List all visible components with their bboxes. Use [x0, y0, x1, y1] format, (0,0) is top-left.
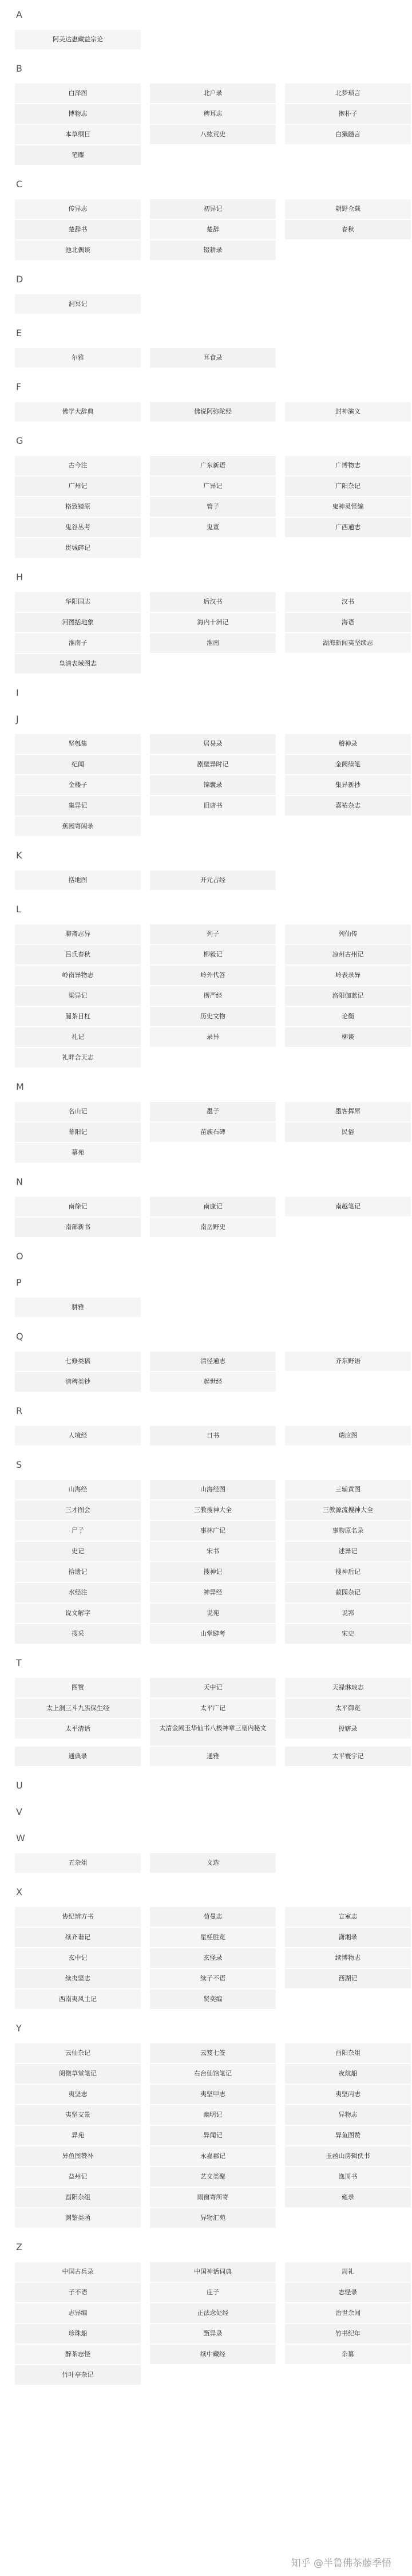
book-title-cell: 后汉书 [150, 592, 276, 612]
book-title-cell: 湖海新闻夷坚续志 [285, 633, 411, 653]
book-title-cell: 白獭髓言 [285, 125, 411, 144]
book-title-cell: 广异记 [150, 476, 276, 496]
book-title-cell: 夷坚丙志 [285, 2085, 411, 2104]
section-letter: O [16, 1251, 23, 1262]
letter-section [8, 1805, 404, 1819]
book-title-cell: 异鱼图赞补 [15, 2146, 141, 2166]
book-title-cell: 益州记 [15, 2167, 141, 2187]
book-grid [15, 871, 404, 890]
book-title-cell: 续子不语 [150, 1969, 276, 1988]
book-grid [15, 592, 404, 673]
book-title-cell: 列仙传 [285, 924, 411, 944]
book-title-cell: 集异记 [15, 796, 141, 816]
book-title-cell: 广东新语 [150, 456, 276, 475]
book-title-cell: 三教源流搜神大全 [285, 1500, 411, 1520]
book-title-cell: 纪闻 [15, 755, 141, 774]
book-title-cell: 池北偶谈 [15, 241, 141, 260]
letter-section [8, 1276, 404, 1317]
book-title-cell: 南部新书 [15, 1218, 141, 1237]
book-title-cell: 格致镜原 [15, 497, 141, 517]
book-title-cell: 传异志 [15, 199, 141, 219]
book-title-cell: 夜航船 [285, 2064, 411, 2083]
book-title-cell: 海语 [285, 613, 411, 632]
book-title-cell: 鬼神灵怪编 [285, 497, 411, 517]
book-grid [15, 2043, 404, 2228]
book-title-cell: 凉州古州记 [285, 945, 411, 964]
letter-section [8, 1175, 404, 1237]
book-title-cell: 清稗类钞 [15, 1372, 141, 1392]
book-title-cell: 文选 [150, 1853, 276, 1873]
book-title-cell: 三才图会 [15, 1500, 141, 1520]
book-title-cell: 华阳国志 [15, 592, 141, 612]
letter-section [8, 570, 404, 673]
book-title-cell: 子不语 [15, 2283, 141, 2302]
book-title-cell: 志异编 [15, 2303, 141, 2323]
book-title-cell: 笔麈 [15, 145, 141, 165]
book-title-cell: 续齐谐记 [15, 1928, 141, 1947]
book-title-cell: 居易录 [150, 734, 276, 754]
book-grid [15, 734, 404, 836]
book-title-cell: 竹叶亭杂记 [15, 2365, 141, 2385]
book-grid [15, 1352, 404, 1392]
section-letter: F [16, 381, 22, 392]
book-title-cell: 宋史 [285, 1624, 411, 1644]
book-title-cell: 广博物志 [285, 456, 411, 475]
book-title-cell: 竹书纪年 [285, 2324, 411, 2343]
book-title-cell: 雨窗寄所寄 [150, 2188, 276, 2207]
book-title-cell: 苗族石碑 [150, 1122, 276, 1142]
book-title-cell: 阿美达惠藏益宗论 [15, 30, 141, 49]
section-letter: X [16, 1886, 22, 1897]
letter-section [8, 326, 404, 368]
book-title-cell: 鬼董 [150, 518, 276, 537]
book-title-cell: 岭外代答 [150, 966, 276, 985]
book-title-cell: 玄怪录 [150, 1948, 276, 1968]
book-title-cell: 西湖记 [285, 1969, 411, 1988]
book-title-cell: 夷坚甲志 [150, 2085, 276, 2104]
book-title-cell: 太平寰宇记 [285, 1747, 411, 1766]
book-title-cell: 广西通志 [285, 518, 411, 537]
book-title-cell: 渊鉴类函 [15, 2208, 141, 2228]
watermark: 知乎 @半鲁佛茶藤季悟 [291, 2558, 391, 2569]
book-title-cell: 淮南子 [15, 633, 141, 653]
book-title-cell: 南越笔记 [285, 1197, 411, 1216]
book-title-cell: 南岳野史 [150, 1218, 276, 1237]
section-letter: W [16, 1833, 25, 1844]
book-title-cell: 博物志 [15, 104, 141, 124]
book-title-cell: 剧壁异时记 [150, 755, 276, 774]
letter-section [8, 1404, 404, 1445]
book-title-cell: 夷坚志 [15, 2085, 141, 2104]
book-title-cell: 名山记 [15, 1102, 141, 1121]
section-letter: E [16, 328, 22, 338]
book-title-cell: 河图括地象 [15, 613, 141, 632]
book-title-cell: 海内十洲记 [150, 613, 276, 632]
book-title-cell: 起世经 [150, 1372, 276, 1392]
letter-section [8, 1330, 404, 1392]
book-grid [15, 1853, 404, 1873]
book-title-cell: 金阙续笔 [285, 755, 411, 774]
letter-section [8, 1458, 404, 1644]
book-title-cell: 岭表录异 [285, 966, 411, 985]
section-letter: C [16, 179, 23, 190]
section-letter: R [16, 1405, 23, 1416]
book-title-cell: 嘉祐杂志 [285, 796, 411, 816]
section-letter: J [16, 714, 19, 724]
letter-section [8, 686, 404, 700]
book-title-cell: 吕氏春秋 [15, 945, 141, 964]
book-title-cell: 括地图 [15, 871, 141, 890]
section-letter: B [16, 63, 22, 74]
book-title-cell: 异闻记 [150, 2126, 276, 2145]
book-title-cell: 礼畔合天志 [15, 1048, 141, 1068]
book-title-cell: 水经注 [15, 1583, 141, 1602]
book-title-cell: 贯城碎记 [15, 538, 141, 558]
section-letter: P [16, 1277, 22, 1288]
letter-section [8, 2022, 404, 2228]
book-grid [15, 402, 404, 422]
book-title-cell: 皇清表域图志 [15, 654, 141, 673]
letter-section [8, 62, 404, 165]
book-title-cell: 人境经 [15, 1426, 141, 1445]
book-title-cell: 三辅黄图 [285, 1480, 411, 1499]
letter-section [8, 8, 404, 49]
book-title-cell: 八纮荒史 [150, 125, 276, 144]
letter-section [8, 380, 404, 422]
book-title-cell: 贤奕编 [150, 1990, 276, 2009]
book-title-cell: 搜神后记 [285, 1562, 411, 1582]
book-title-cell: 珍珠船 [15, 2324, 141, 2343]
book-title-cell: 异苑 [15, 2126, 141, 2145]
book-title-cell: 抱朴子 [285, 104, 411, 124]
book-title-cell: 楚辞书 [15, 220, 141, 239]
book-title-cell: 旧唐书 [150, 796, 276, 816]
book-title-cell: 封神演义 [285, 402, 411, 422]
section-letter: M [16, 1081, 24, 1092]
book-title-cell: 閬茶目杠 [15, 1007, 141, 1026]
section-letter: L [16, 904, 21, 915]
book-title-cell: 汉书 [285, 592, 411, 612]
section-letter: Z [16, 2242, 22, 2252]
book-title-cell: 幕苑 [15, 1143, 141, 1163]
book-title-cell: 事物原名录 [285, 1521, 411, 1541]
letter-section [8, 1080, 404, 1163]
section-letter: K [16, 850, 22, 861]
book-grid [15, 2262, 404, 2385]
book-title-cell: 清径通志 [150, 1352, 276, 1371]
book-title-cell: 耳食录 [150, 348, 276, 368]
book-grid [15, 30, 404, 49]
book-title-cell: 异物汇苑 [150, 2208, 276, 2228]
book-title-cell: 荀曼志 [150, 1907, 276, 1927]
book-title-cell: 佛说阿弥陀经 [150, 402, 276, 422]
book-title-cell: 幽明记 [150, 2105, 276, 2125]
book-title-cell: 瑞应图 [285, 1426, 411, 1445]
book-grid [15, 348, 404, 368]
book-title-cell: 辍耕录 [150, 241, 276, 260]
book-title-cell: 洞冥记 [15, 294, 141, 314]
letter-section [8, 1831, 404, 1873]
book-title-cell: 史记 [15, 1542, 141, 1561]
section-letter: V [16, 1806, 22, 1817]
book-title-cell: 右台仙馆笔记 [150, 2064, 276, 2083]
book-title-cell: 通雅 [150, 1747, 276, 1766]
book-grid [15, 1197, 404, 1237]
book-title-cell: 聊斋志异 [15, 924, 141, 944]
book-title-cell: 夷坚支景 [15, 2105, 141, 2125]
book-title-cell: 中国神话词典 [150, 2262, 276, 2282]
book-title-cell: 神异经 [150, 1583, 276, 1602]
book-title-cell: 古今注 [15, 456, 141, 475]
book-title-cell: 稽神录 [285, 734, 411, 754]
book-grid [15, 199, 404, 260]
letter-section [8, 1885, 404, 2009]
book-title-cell: 异物志 [285, 2105, 411, 2125]
book-title-cell: 墨客挥犀 [285, 1102, 411, 1121]
book-grid [15, 1480, 404, 1644]
book-title-cell: 搜采 [15, 1624, 141, 1644]
book-grid [15, 1426, 404, 1445]
book-title-cell: 列子 [150, 924, 276, 944]
book-title-cell: 三教搜神大全 [150, 1500, 276, 1520]
book-title-cell: 论衡 [285, 1007, 411, 1026]
book-title-cell: 历史文物 [150, 1007, 276, 1026]
book-title-cell: 柳谈 [285, 1027, 411, 1047]
book-title-cell: 续中藏经 [150, 2345, 276, 2364]
book-title-cell: 山海经图 [150, 1480, 276, 1499]
book-title-cell: 逸周书 [285, 2167, 411, 2187]
letter-section [8, 849, 404, 890]
letter-section [8, 903, 404, 1068]
book-title-cell: 骈雅 [15, 1298, 141, 1317]
book-grid [15, 1298, 404, 1317]
book-title-cell: 七修类稿 [15, 1352, 141, 1371]
section-letter: I [16, 687, 19, 698]
letter-section [8, 1656, 404, 1766]
book-title-cell: 菽园杂记 [285, 1583, 411, 1602]
book-title-cell: 金楼子 [15, 775, 141, 795]
book-title-cell: 山海经 [15, 1480, 141, 1499]
section-letter: U [16, 1780, 23, 1791]
book-title-cell: 开元占经 [150, 871, 276, 890]
book-title-cell: 潇湘录 [285, 1928, 411, 1947]
book-title-cell: 幕阳记 [15, 1122, 141, 1142]
section-letter: D [16, 274, 23, 285]
book-title-cell: 岭南异物志 [15, 966, 141, 985]
letter-section [8, 273, 404, 314]
book-title-cell: 墨子 [150, 1102, 276, 1121]
book-title-cell: 坚瓠集 [15, 734, 141, 754]
book-title-cell: 太平广记 [150, 1699, 276, 1718]
book-title-cell: 治世余闻 [285, 2303, 411, 2323]
section-letter: S [16, 1459, 22, 1470]
book-title-cell: 宣室志 [285, 1907, 411, 1927]
book-title-cell: 续博物志 [285, 1948, 411, 1968]
letter-section [8, 178, 404, 260]
section-letter: Q [16, 1331, 23, 1342]
book-title-cell: 星槎胜览 [150, 1928, 276, 1947]
book-grid [15, 1678, 404, 1766]
section-letter: G [16, 435, 23, 446]
book-title-cell: 民俗 [285, 1122, 411, 1142]
book-title-cell: 白泽图 [15, 84, 141, 103]
book-title-cell: 本草纲目 [15, 125, 141, 144]
letter-section [8, 712, 404, 836]
book-grid [15, 84, 404, 165]
book-title-cell: 朝野佥载 [285, 199, 411, 219]
book-title-cell: 庄子 [150, 2283, 276, 2302]
book-title-cell: 南康记 [150, 1197, 276, 1216]
book-title-cell: 尔雅 [15, 348, 141, 368]
book-title-cell: 艺文类聚 [150, 2167, 276, 2187]
book-title-cell: 楚辞 [150, 220, 276, 239]
book-title-cell: 述异记 [285, 1542, 411, 1561]
book-title-cell: 杂纂 [285, 2345, 411, 2364]
book-title-cell: 洛阳伽蓝记 [285, 986, 411, 1006]
book-title-cell: 宋书 [150, 1542, 276, 1561]
book-title-cell: 锦囊录 [150, 775, 276, 795]
book-title-cell: 佛学大辞典 [15, 402, 141, 422]
section-letter: T [16, 1657, 22, 1668]
book-title-cell: 搜神记 [150, 1562, 276, 1582]
book-grid [15, 1907, 404, 2009]
book-grid [15, 456, 404, 558]
book-grid [15, 1102, 404, 1163]
book-title-cell: 集异新抄 [285, 775, 411, 795]
book-title-cell: 柳毅记 [150, 945, 276, 964]
letter-section [8, 2240, 404, 2385]
book-title-cell: 楞严经 [150, 986, 276, 1006]
book-title-cell: 礼记 [15, 1027, 141, 1047]
book-title-cell: 山堂肆考 [150, 1624, 276, 1644]
book-title-cell: 录异 [150, 1027, 276, 1047]
book-title-cell: 周礼 [285, 2262, 411, 2282]
book-title-cell: 淮南 [150, 633, 276, 653]
book-title-cell: 阅微草堂笔记 [15, 2064, 141, 2083]
book-title-cell: 拾遗记 [15, 1562, 141, 1582]
book-title-cell: 酉阳杂俎 [285, 2043, 411, 2063]
book-grid [15, 924, 404, 1068]
book-title-cell: 北梦琐言 [285, 84, 411, 103]
section-letter: A [16, 9, 22, 20]
book-title-cell: 鬼谷丛考 [15, 518, 141, 537]
book-title-cell: 管子 [150, 497, 276, 517]
section-letter: H [16, 572, 23, 582]
book-title-cell: 协纪辨方书 [15, 1907, 141, 1927]
book-title-cell: 梁异记 [15, 986, 141, 1006]
book-title-cell: 北户录 [150, 84, 276, 103]
book-title-cell: 稗耳志 [150, 104, 276, 124]
book-title-cell: 蕉园寄闲录 [15, 817, 141, 836]
book-title-cell: 中国古兵录 [15, 2262, 141, 2282]
section-letter: N [16, 1176, 23, 1187]
book-title-cell: 雍录 [285, 2188, 411, 2207]
book-title-cell: 齐东野语 [285, 1352, 411, 1371]
book-title-cell: 志怪录 [285, 2283, 411, 2302]
book-title-cell: 酉阳杂组 [15, 2188, 141, 2207]
book-title-cell: 甄异录 [150, 2324, 276, 2343]
book-title-cell: 西南夷风土记 [15, 1990, 141, 2009]
book-title-cell: 事林广记 [150, 1521, 276, 1541]
book-title-cell: 异鱼图赞 [285, 2126, 411, 2145]
book-title-cell: 醉茶志怪 [15, 2345, 141, 2364]
book-title-cell: 南徐记 [15, 1197, 141, 1216]
book-title-cell: 图赞 [15, 1678, 141, 1697]
book-title-cell: 永嘉郡记 [150, 2146, 276, 2166]
section-letter: Y [16, 2023, 22, 2034]
book-title-cell: 日书 [150, 1426, 276, 1445]
letter-section [8, 1779, 404, 1793]
book-title-cell: 太平清话 [15, 1719, 141, 1739]
book-title-cell: 正法念处经 [150, 2303, 276, 2323]
book-grid [15, 294, 404, 314]
book-title-cell: 通典录 [15, 1747, 141, 1766]
letter-section [8, 1250, 404, 1263]
book-title-cell: 初异记 [150, 199, 276, 219]
letter-section [8, 434, 404, 558]
book-title-cell: 春秋 [285, 220, 411, 239]
book-title-cell: 太上洞三斗九炁保生经 [15, 1699, 141, 1718]
book-title-cell: 太清金阙玉华仙书八极神章三皇内秘文 [150, 1719, 276, 1746]
book-title-cell: 说苑 [150, 1604, 276, 1623]
book-title-cell: 太平御览 [285, 1699, 411, 1718]
book-title-cell: 说文解字 [15, 1604, 141, 1623]
book-title-cell: 五杂俎 [15, 1853, 141, 1873]
book-title-cell: 尸子 [15, 1521, 141, 1541]
book-title-cell: 天中记 [150, 1678, 276, 1697]
book-title-cell: 广州记 [15, 476, 141, 496]
book-title-cell: 玄中记 [15, 1948, 141, 1968]
book-title-cell: 续夷坚志 [15, 1969, 141, 1988]
book-title-cell: 云笈七签 [150, 2043, 276, 2063]
book-title-cell: 玉函山房辑佚书 [285, 2146, 411, 2166]
book-title-cell: 广阳杂记 [285, 476, 411, 496]
book-title-cell: 云仙杂记 [15, 2043, 141, 2063]
book-title-cell: 天禄琳琅志 [285, 1678, 411, 1697]
book-title-cell: 说郛 [285, 1604, 411, 1623]
book-title-cell: 投辖录 [285, 1719, 411, 1739]
